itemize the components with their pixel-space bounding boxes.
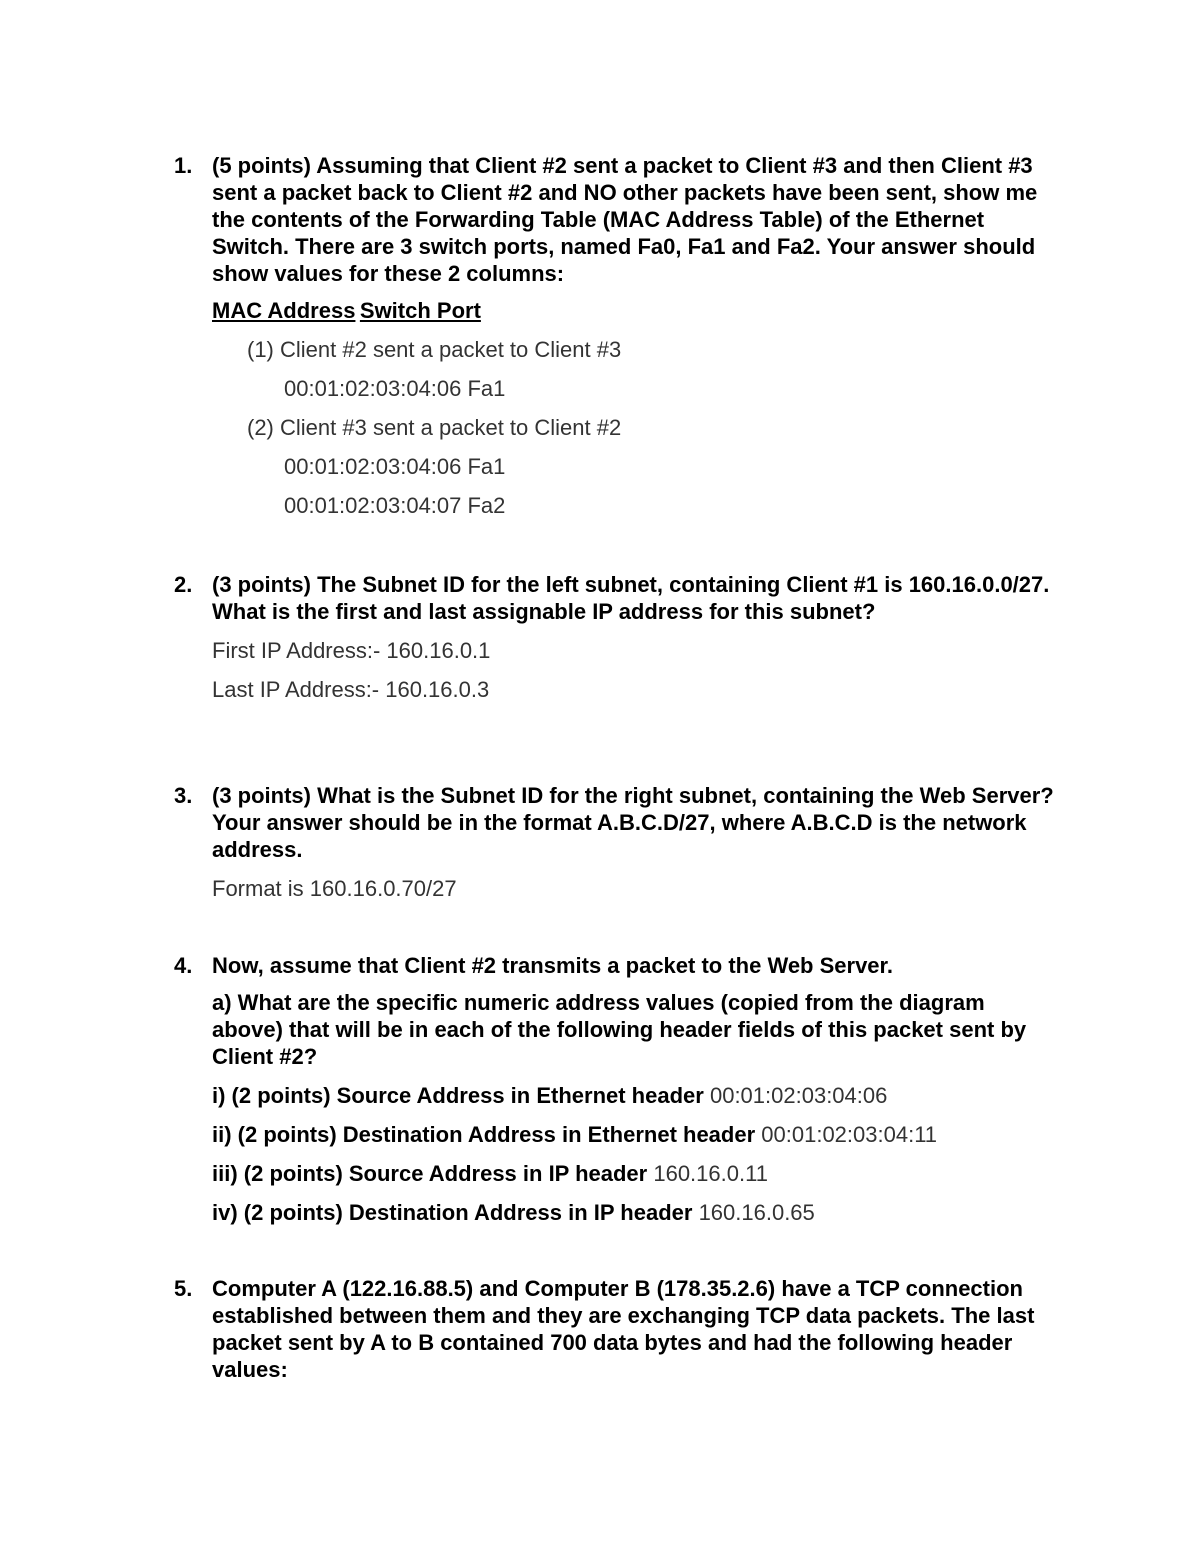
question-5 [174,1275,1054,1383]
question-number: 3. [174,783,193,808]
question-2 [174,571,1054,703]
question-number: 2. [174,572,193,597]
field-value: 160.16.0.65 [698,1200,815,1225]
field-label: iv) (2 points) Destination Address in IP header [212,1200,693,1225]
question-number: 5. [174,1276,193,1301]
answer-first-ip: First IP Address:- 160.16.0.1 [212,638,491,663]
question-text: Computer A (122.16.88.5) and Computer B (178.35.2.6) have a TCP connection established between them and they are exchanging TCP data packets. The last packet sent by A to B contained 700 data bytes and had the following header values: [212,1276,1035,1382]
question-4 [174,952,1054,1226]
mac-address-column-header: MAC Address [212,298,356,323]
question-number: 1. [174,153,193,178]
answer-step: (1) Client #2 sent a packet to Client #3 [247,337,622,362]
header-field-item [212,1082,1054,1109]
question-3 [174,782,1054,902]
field-value: 160.16.0.11 [653,1161,768,1186]
answer-last-ip: Last IP Address:- 160.16.0.3 [212,677,490,702]
header-field-item [212,1199,1054,1226]
question-number: 4. [174,953,193,978]
field-label: i) (2 points) Source Address in Ethernet header [212,1083,704,1108]
field-value: 00:01:02:03:04:06 [709,1083,888,1108]
answer-entry: 00:01:02:03:04:06 Fa1 [284,376,506,401]
question-text: Now, assume that Client #2 transmits a packet to the Web Server. [212,953,894,978]
answer-subnet: Format is 160.16.0.70/27 [212,876,457,901]
header-field-item [212,1121,1054,1148]
field-label: iii) (2 points) Source Address in IP header [212,1161,648,1186]
table-header [212,297,1054,324]
question-text: (5 points) Assuming that Client #2 sent a packet to Client #3 and then Client #3 sent a packet back to Client #2 and NO other packets have been sent, show me the contents of the Forwarding Table (MAC Address Table) of the Ethernet Switch. There are 3 switch ports, named Fa0, Fa1 and Fa2. Your answer should show values for these 2 columns: [212,153,1038,286]
header-field-item [212,1160,1054,1187]
question-text: (3 points) The Subnet ID for the left subnet, containing Client #1 is 160.16.0.0/27. What is the first and last assignable IP address for this subnet? [212,572,1050,624]
answer-entry: 00:01:02:03:04:07 Fa2 [284,493,506,518]
answer-step: (2) Client #3 sent a packet to Client #2 [247,415,622,440]
field-label: ii) (2 points) Destination Address in Ethernet header [212,1122,756,1147]
field-value: 00:01:02:03:04:11 [761,1122,938,1147]
question-text: (3 points) What is the Subnet ID for the right subnet, containing the Web Server? Your answer should be in the format A.B.C.D/27, where A.B.C.D is the network address. [212,783,1054,862]
switch-port-column-header: Switch Port [359,298,481,323]
answer-entry: 00:01:02:03:04:06 Fa1 [284,454,506,479]
question-1 [174,152,1054,519]
sub-question-a: a) What are the specific numeric address values (copied from the diagram above) that will be in each of the following header fields of this packet sent by Client #2? [212,990,1027,1069]
